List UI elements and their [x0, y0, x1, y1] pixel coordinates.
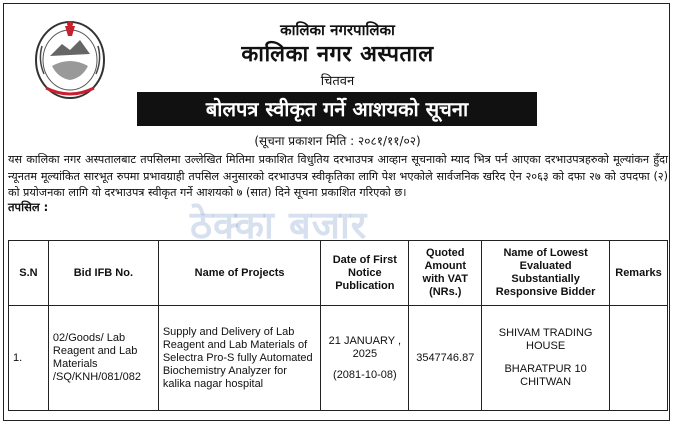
- notice-body: यस कालिका नगर अस्पतालबाट तपसिलमा उल्लेखित मितिमा प्रकाशित विधुतिय दरभाउपत्र आव्हान सूचनाको म्याद भित्र पर्न आएका दरभाउपत्रहरुको मूल्यांकन हुँदा न्यूनतम मूल्यांकित सारभूत रुपमा प्रभावग्राही तपसिल अनुसारको दरभाउपत्र स्वीकृतिका लागि पेश भएकोले सार्वजनिक खरिद ऐन २०६३ को दफा २७ को उपदफा (२) को प्रयोजनका लागि यो दरभाउपत्र स्वीकृत गर्ने आशयको ७ (सात) दिने सूचना प्रकाशित गरिएको छ।: [8, 153, 668, 199]
- col-header-remarks: Remarks: [609, 241, 667, 306]
- col-header-date: Date of First Notice Publication: [321, 241, 409, 306]
- col-header-bid-no: Bid IFB No.: [48, 241, 158, 306]
- table-row: [9, 306, 668, 411]
- tapasil-label: तपसिल :: [8, 200, 49, 214]
- col-header-project: Name of Projects: [158, 241, 321, 306]
- table-header-row: [9, 241, 668, 306]
- date-english: 21 JANUARY , 2025: [328, 334, 402, 360]
- cell-project: Supply and Delivery of Lab Reagent and Lab Materials of Selectra Pro-S fully Automated Biochemistry Analyzer for kalika nagar hospital: [158, 306, 321, 411]
- publication-date: (सूचना प्रकाशन मिति : २०८१/११/०२): [254, 134, 421, 148]
- cell-bid-no: 02/Goods/ Lab Reagent and Lab Materials /SQ/KNH/081/082: [48, 306, 158, 411]
- col-header-bidder: Name of Lowest Evaluated Substantially Responsive Bidder: [482, 241, 610, 306]
- cell-date: [321, 306, 409, 411]
- hospital-name: कालिका नगर अस्पताल: [241, 42, 434, 67]
- watermark: ठेक्का बजार: [190, 203, 368, 247]
- bidder-name: SHIVAM TRADING HOUSE: [498, 327, 593, 352]
- bid-table: [8, 240, 668, 411]
- cell-sn: 1.: [9, 306, 49, 411]
- cell-amount: 3547746.87: [409, 306, 482, 411]
- municipality-name: कालिका नगरपालिका: [280, 21, 395, 39]
- col-header-sn: S.N: [9, 241, 49, 306]
- col-header-amount: Quoted Amount with VAT (NRs.): [409, 241, 482, 306]
- date-nepali: (2081-10-08): [333, 368, 397, 381]
- cell-bidder: [482, 306, 610, 411]
- bidder-address: BHARATPUR 10 CHITWAN: [504, 363, 587, 388]
- notice-title: बोलपत्र स्वीकृत गर्ने आशयको सूचना: [137, 92, 537, 126]
- cell-remarks: [609, 306, 667, 411]
- district-name: चितवन: [320, 74, 355, 89]
